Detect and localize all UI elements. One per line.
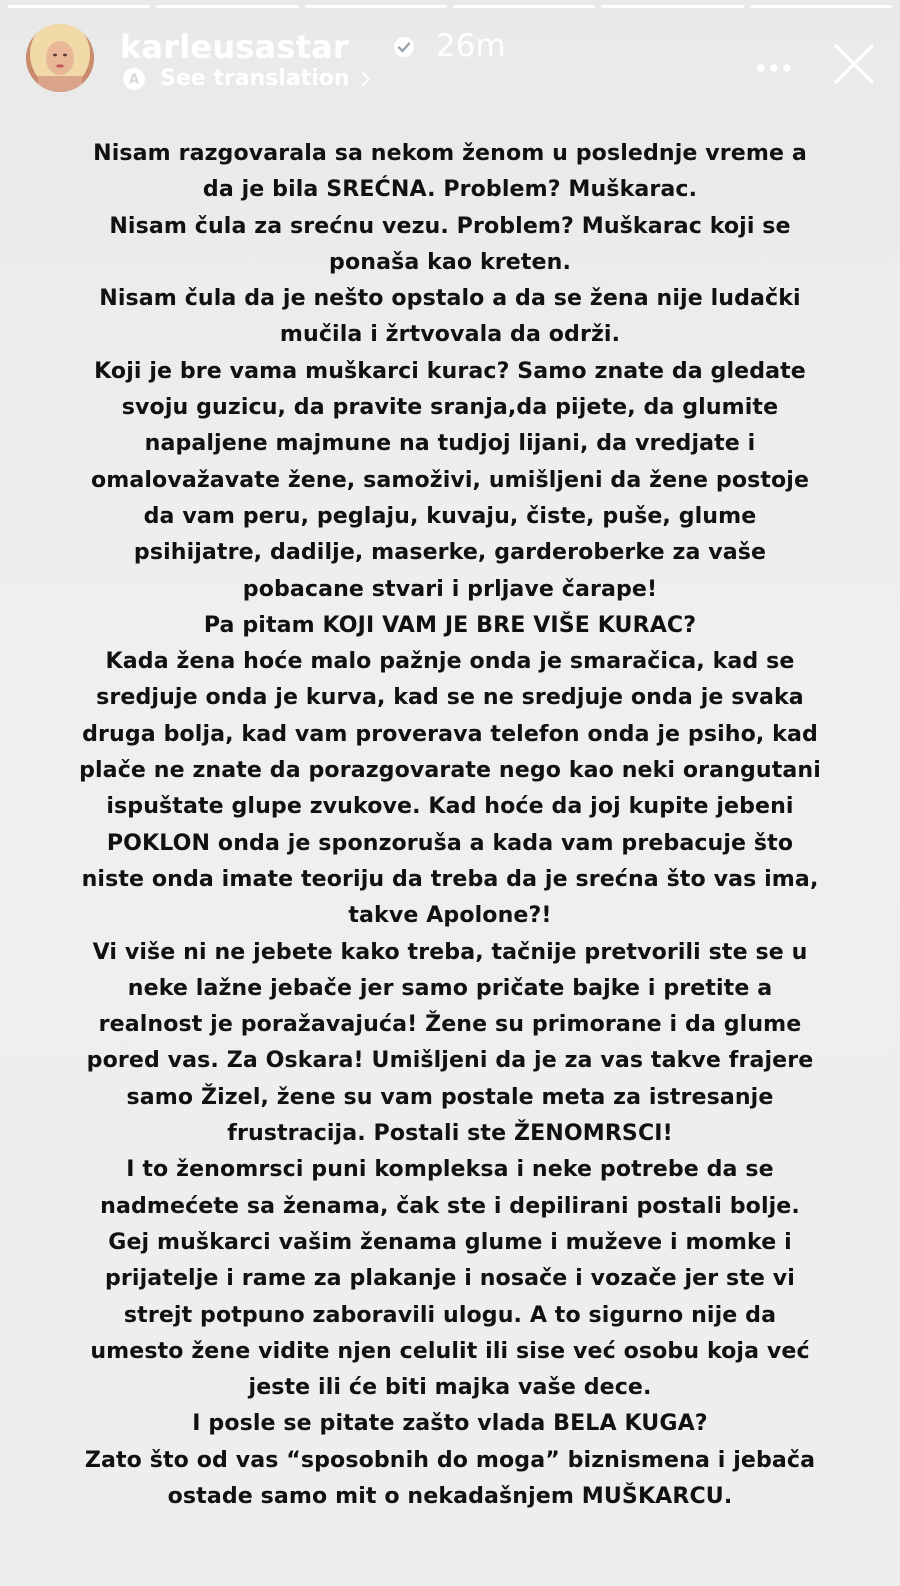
story-progress-bars: [8, 5, 892, 8]
username[interactable]: karleusastar: [120, 28, 349, 66]
text-line: umesto žene vidite njen celulit ili sise već osobu koja već: [90, 1337, 810, 1364]
text-line: pobacane stvari i prljave čarape!: [242, 575, 658, 602]
more-horizontal-icon[interactable]: [756, 58, 792, 68]
chevron-right-icon: [360, 71, 372, 87]
progress-segment: [750, 5, 892, 8]
text-line: Koji je bre vama muškarci kurac? Samo znate da gledate: [94, 357, 806, 384]
text-line: POKLON onda je sponzoruša a kada vam prebacuje što: [106, 829, 794, 856]
text-line: psihijatre, dadilje, maserke, garderoberke za vaše: [133, 539, 767, 566]
text-line: prijatelje i rame za plakanje i nosače i vozače jer ste vi: [105, 1265, 795, 1292]
text-line: ostade samo mit o nekadašnjem MUŠKARCU.: [167, 1482, 733, 1509]
text-line: samo Žizel, žene su vam postale meta za istresanje: [126, 1083, 774, 1110]
text-line: druga bolja, kad vam proverava telefon onda je psiho, kad: [82, 720, 818, 747]
text-line: ispuštate glupe zvukove. Kad hoće da joj kupite jebeni: [106, 793, 794, 820]
text-line: Kada žena hoće malo pažnje onda je smaračica, kad se: [105, 648, 795, 675]
text-line: sredjuje onda je kurva, kad se ne sredjuje onda je svaka: [96, 684, 804, 711]
text-line: niste onda imate teoriju da treba da je srećna što vas ima,: [81, 865, 819, 892]
text-line: Nisam čula da je nešto opstalo a da se žena nije ludački: [99, 285, 801, 312]
text-line: Nisam čula za srećnu vezu. Problem? Muškarac koji se: [109, 212, 791, 239]
text-line: nadmećete sa ženama, čak ste i depilirani postali bolje.: [100, 1192, 800, 1219]
text-line: Zato što od vas “sposobnih do moga” biznismena i jebača: [84, 1446, 816, 1473]
progress-segment: [601, 5, 743, 8]
text-line: Gej muškarci vašim ženama glume i muževe i momke i: [108, 1228, 792, 1255]
verified-badge-icon: [393, 36, 415, 58]
avatar[interactable]: [26, 24, 94, 92]
text-line: napaljene majmune na tudjoj lijani, da vredjate i: [144, 430, 756, 457]
text-line: ponaša kao kreten.: [329, 248, 571, 275]
text-line: neke lažne jebače jer samo pričate bajke i pretite a: [127, 974, 773, 1001]
progress-segment: [8, 5, 150, 8]
story-header: [26, 24, 880, 94]
text-line: frustracija. Postali ste ŽENOMRSCI!: [227, 1120, 673, 1147]
story-text: [0, 135, 900, 1514]
text-line: Vi više ni ne jebete kako treba, tačnije pretvorili ste se u: [92, 938, 808, 965]
see-translation-button[interactable]: [122, 66, 372, 91]
text-line: plače ne znate da porazgovarate nego kao neki orangutani: [79, 757, 821, 784]
text-line: I to ženomrsci puni kompleksa i neke potrebe da se: [126, 1156, 774, 1183]
progress-segment: [305, 5, 447, 8]
text-line: mučila i žrtvovala da održi.: [279, 321, 621, 348]
progress-segment: [453, 5, 595, 8]
text-line: svoju guzicu, da pravite sranja,da pijete, da glumite: [121, 394, 779, 421]
translate-icon: [122, 67, 146, 91]
post-time: 26m: [436, 28, 506, 64]
text-line: strejt potpuno zaboravili ulogu. A to sigurno nije da: [123, 1301, 777, 1328]
text-line: takve Apolone?!: [348, 902, 552, 929]
close-icon[interactable]: [832, 42, 876, 86]
text-line: Pa pitam KOJI VAM JE BRE VIŠE KURAC?: [203, 611, 697, 638]
text-line: jeste ili će biti majka vaše dece.: [248, 1374, 652, 1401]
progress-segment: [156, 5, 298, 8]
text-line: da je bila SREĆNA. Problem? Muškarac.: [202, 176, 698, 203]
svg-text:A: A: [128, 72, 140, 87]
text-line: omalovažavate žene, samoživi, umišljeni da žene postoje: [90, 466, 810, 493]
text-line: I posle se pitate zašto vlada BELA KUGA?: [192, 1410, 708, 1437]
text-line: pored vas. Za Oskara! Umišljeni da je za vas takve frajere: [86, 1047, 814, 1074]
text-line: Nisam razgovarala sa nekom ženom u poslednje vreme a: [93, 140, 807, 166]
text-line: da vam peru, peglaju, kuvaju, čiste, puše, glume: [143, 502, 757, 529]
see-translation-label: See translation: [160, 66, 350, 91]
text-line: realnost je poražavajuća! Žene su primorane i da glume: [98, 1011, 802, 1038]
